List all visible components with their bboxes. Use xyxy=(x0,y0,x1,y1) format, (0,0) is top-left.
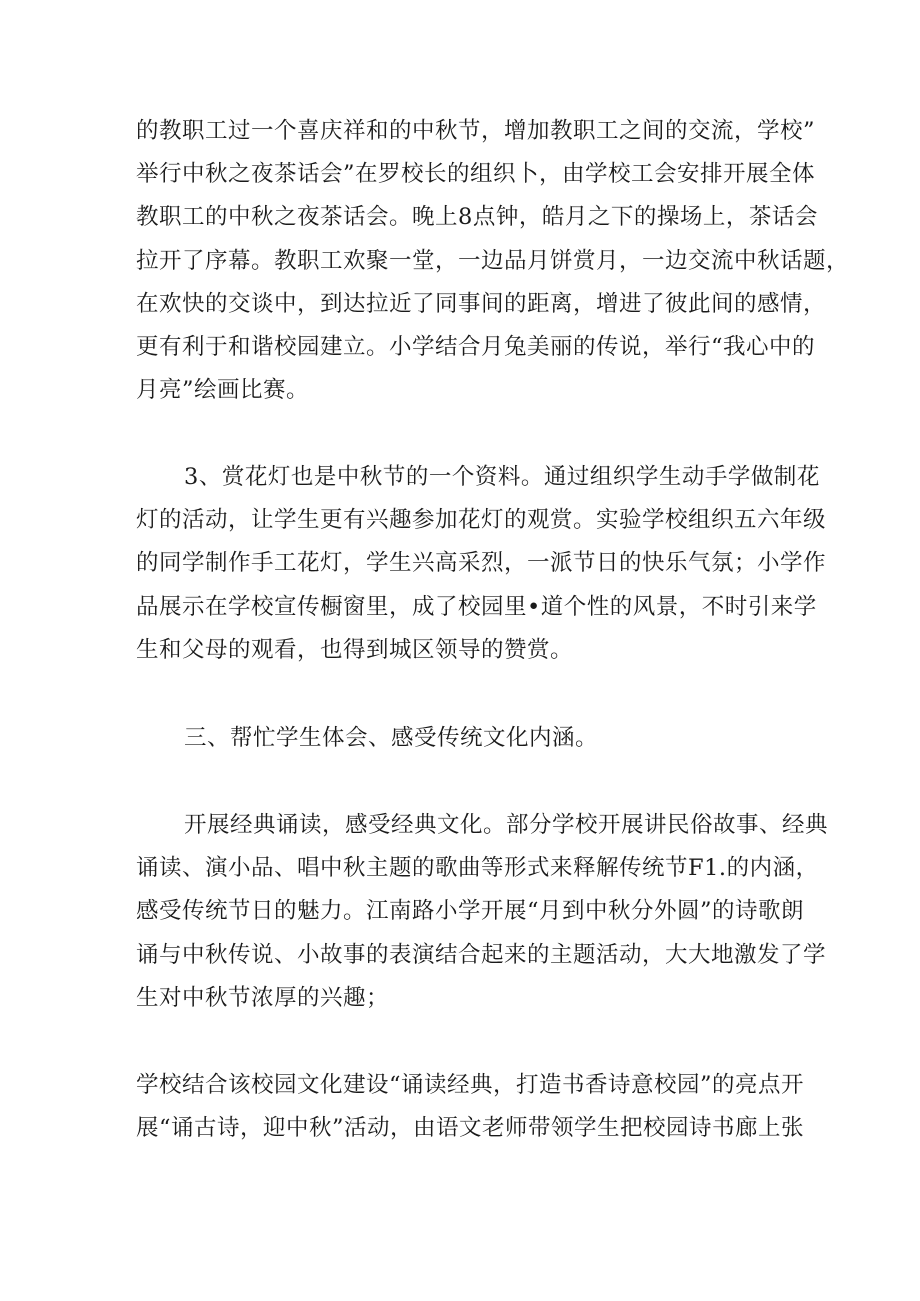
text-line: 诵与中秋传说、小故事的表演结合起来的主题活动，大大地激发了学 xyxy=(136,941,827,968)
text-line: 灯的活动，让学生更有兴趣参加花灯的观赏。实验学校组织五六年级 xyxy=(136,507,827,534)
text-line: 教职工的中秋之夜茶话会。晚上8点钟，皓月之下的操场上，茶话会 xyxy=(136,204,818,231)
text-line: 开展经典诵读，感受经典文化。部分学校开展讲民俗故事、经典 xyxy=(184,812,829,838)
text-line: 三、帮忙学生体会、感受传统文化内涵。 xyxy=(184,725,599,751)
text-line: 更有利于和谐校园建立。小学结合月兔美丽的传说，举行“我心中的 xyxy=(136,334,816,361)
text-line: 品展示在学校宣传橱窗里，成了校园里•道个性的风景，不时引来学 xyxy=(136,593,817,620)
text-line: 的教职工过一个喜庆祥和的中秋节，增加教职工之间的交流，学校” xyxy=(136,118,816,144)
text-line: 3、赏花灯也是中秋节的一个资料。通过组织学生动手学做制花 xyxy=(184,464,820,490)
text-line: 的同学制作手工花灯，学生兴高采烈，一派节日的快乐气氛；小学作 xyxy=(136,550,827,577)
paragraph-lantern-activity xyxy=(136,456,827,672)
paragraph-poetry-campus xyxy=(136,1064,805,1150)
text-line: 展“诵古诗，迎中秋”活动，由语文老师带领学生把校园诗书廊上张 xyxy=(136,1115,805,1142)
paragraph-classic-recitation xyxy=(136,804,829,1020)
text-line: 月亮”绘画比赛。 xyxy=(136,377,310,404)
text-line: 举行中秋之夜茶话会”在罗校长的组织卜，由学校工会安排开展全体 xyxy=(136,161,816,188)
text-line: 感受传统节日的魅力。江南路小学开展“月到中秋分外圆”的诗歌朗 xyxy=(136,898,805,925)
paragraph-mid-autumn-tea-party xyxy=(136,110,850,412)
section-heading-traditional-culture xyxy=(136,717,796,760)
text-line: 诵读、演小品、唱中秋主题的歌曲等形式来释解传统节F1.的内涵， xyxy=(136,855,819,882)
text-line: 在欢快的交谈中，到达拉近了同事间的距离，增进了彼此间的感情， xyxy=(136,290,827,317)
text-line: 学校结合该校园文化建设“诵读经典，打造书香诗意校园”的亮点开 xyxy=(136,1072,805,1098)
text-line: 生和父母的观看，也得到城区领导的赞赏。 xyxy=(136,636,574,663)
text-line: 拉开了序幕。教职工欢聚一堂，一边品月饼赏月，一边交流中秋话题， xyxy=(136,247,850,274)
text-line: 生对中秋节浓厚的兴趣； xyxy=(136,984,390,1011)
